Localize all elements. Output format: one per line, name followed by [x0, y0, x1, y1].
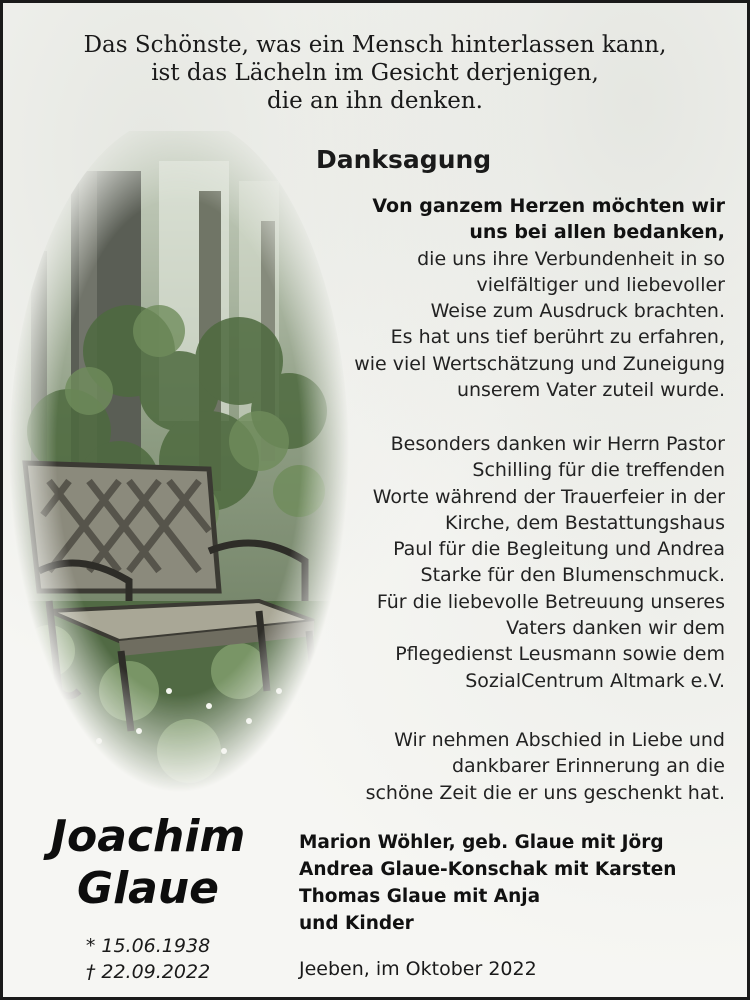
text-line: Besonders danken wir Herrn Pastor: [390, 433, 725, 455]
deceased-name: [33, 811, 263, 915]
text-line: Es hat uns tief berührt zu erfahren,: [390, 326, 725, 349]
memorial-quote: [3, 31, 747, 115]
intro-bold-line: Von ganzem Herzen möchten wir: [372, 195, 725, 217]
text-line: Worte während der Trauerfeier in der: [372, 485, 725, 508]
quote-line: ist das Lächeln im Gesicht derjenigen,: [151, 60, 599, 86]
text-line: schöne Zeit die er uns geschenkt hat.: [365, 781, 725, 804]
birth-date: * 15.06.1938: [85, 935, 211, 957]
farewell-paragraph: [366, 727, 725, 806]
text-line: Paul für die Begleitung und Andrea: [393, 538, 725, 561]
signer-line: Thomas Glaue mit Anja: [299, 886, 541, 907]
death-date: † 22.09.2022: [85, 961, 211, 983]
text-line: Starke für den Blumenschmuck.: [420, 564, 725, 587]
text-line: Pflegedienst Leusmann sowie dem: [395, 643, 725, 666]
quote-line: die an ihn denken.: [267, 88, 483, 114]
intro-bold-line: uns bei allen bedanken,: [469, 221, 725, 244]
text-line: vielfältiger und liebevoller: [476, 273, 725, 296]
family-signers: [299, 829, 676, 937]
first-name: Joachim: [50, 811, 246, 862]
text-line: Für die liebevolle Betreuung unseres: [376, 590, 725, 613]
text-line: unserem Vater zuteil wurde.: [456, 379, 725, 402]
text-line: Schilling für die treffenden: [472, 459, 725, 482]
last-name: Glaue: [76, 863, 220, 914]
garden-bench-in-forest-image: [9, 131, 349, 811]
quote-line: Das Schönste, was ein Mensch hinterlassen kann,: [83, 32, 667, 58]
text-line: Weise zum Ausdruck brachten.: [430, 300, 725, 323]
life-dates: [43, 933, 253, 985]
intro-paragraph: [354, 193, 725, 403]
signer-line: Andrea Glaue-Konschak mit Karsten: [299, 859, 677, 880]
text-line: SozialCentrum Altmark e.V.: [465, 669, 725, 692]
heading-danksagung: Danksagung: [316, 145, 492, 174]
text-line: wie viel Wertschätzung und Zuneigung: [354, 352, 725, 375]
text-line: die uns ihre Verbundenheit in so: [417, 247, 725, 270]
place-and-date: Jeeben, im Oktober 2022: [299, 958, 537, 980]
text-line: dankbarer Erinnerung an die: [451, 755, 725, 778]
thanks-paragraph: [373, 431, 725, 694]
text-line: Wir nehmen Abschied in Liebe und: [394, 729, 725, 751]
signer-line: Marion Wöhler, geb. Glaue mit Jörg: [299, 832, 664, 853]
signer-line: und Kinder: [299, 913, 414, 934]
text-line: Vaters danken wir dem: [506, 617, 725, 640]
text-line: Kirche, dem Bestattungshaus: [445, 511, 725, 534]
